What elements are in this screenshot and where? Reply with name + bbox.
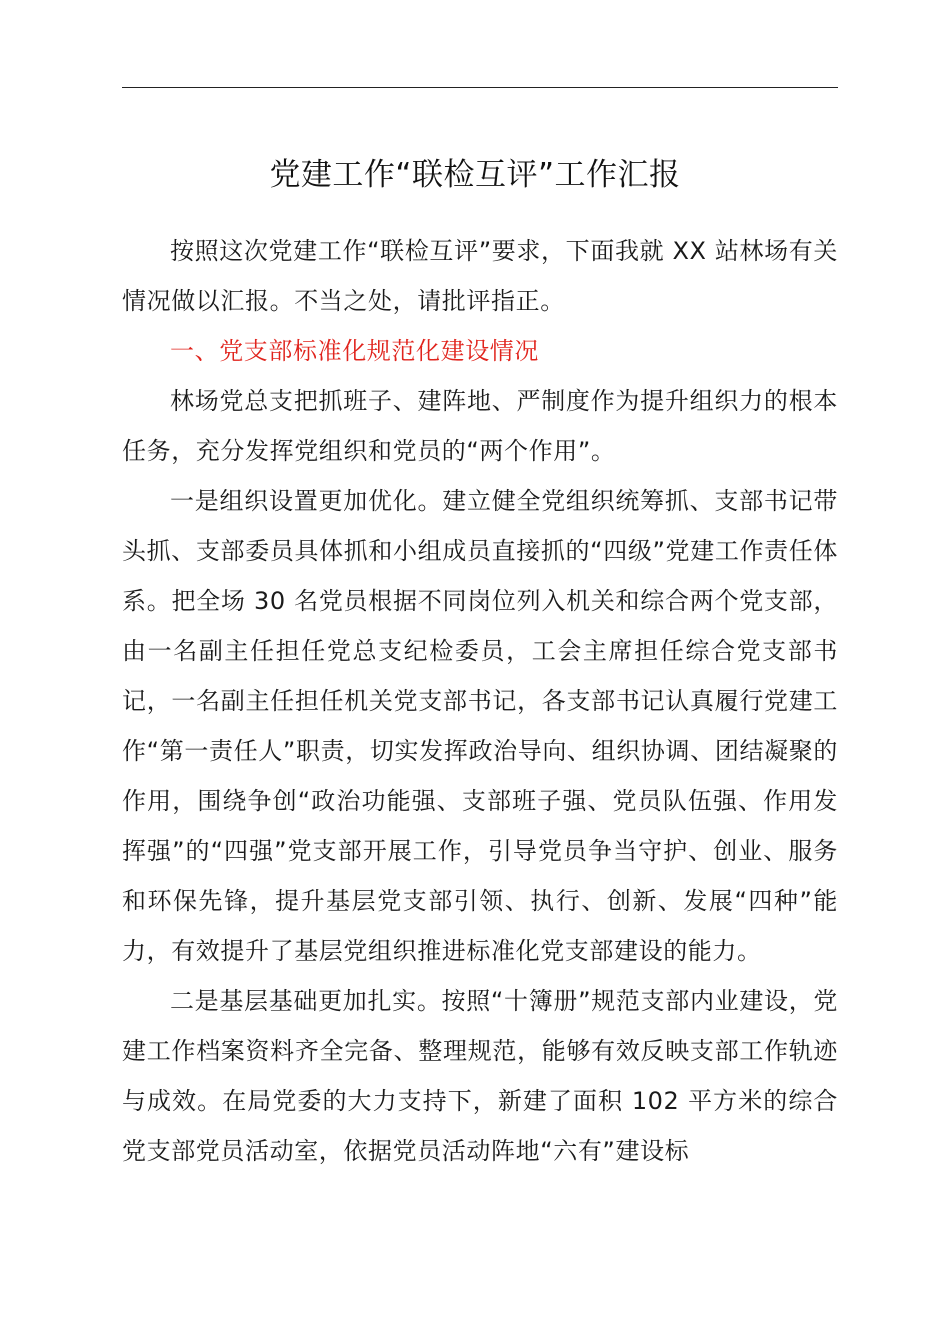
document-body (122, 226, 838, 1176)
header-rule (122, 87, 838, 88)
section-intro-paragraph: 林场党总支把抓班子、建阵地、严制度作为提升组织力的根本任务，充分发挥党组织和党员的“两个作用”。 (122, 387, 838, 465)
organization-paragraph: 一是组织设置更加优化。建立健全党组织统筹抓、支部书记带头抓、支部委员具体抓和小组成员直接抓的“四级”党建工作责任体系。把全场 30 名党员根据不同岗位列入机关和综合两个党支部，由一名副主任担任党总支纪检委员，工会主席担任综合党支部书记，一名副主任担任机关党支部书记，各支部书记认真履行党建工作“第一责任人”职责，切实发挥政治导向、组织协调、团结凝聚的作用，围绕争创“政治功能强、支部班子强、党员队伍强、作用发挥强”的“四强”党支部开展工作，引导党员争当守护、创业、服务和环保先锋，提升基层党支部引领、执行、创新、发展“四种”能力，有效提升了基层党组织推进标准化党支部建设的能力。 (122, 487, 838, 965)
foundation-paragraph: 二是基层基础更加扎实。按照“十簿册”规范支部内业建设，党建工作档案资料齐全完备、整理规范，能够有效反映支部工作轨迹与成效。在局党委的大力支持下，新建了面积 102 平方米的综合党支部党员活动室，依据党员活动阵地“六有”建设标 (122, 987, 838, 1165)
intro-paragraph: 按照这次党建工作“联检互评”要求，下面我就 XX 站林场有关情况做以汇报。不当之处，请批评指正。 (122, 237, 838, 315)
document-title: 党建工作“联检互评”工作汇报 (269, 157, 681, 193)
section-heading: 一、党支部标准化规范化建设情况 (170, 337, 539, 365)
